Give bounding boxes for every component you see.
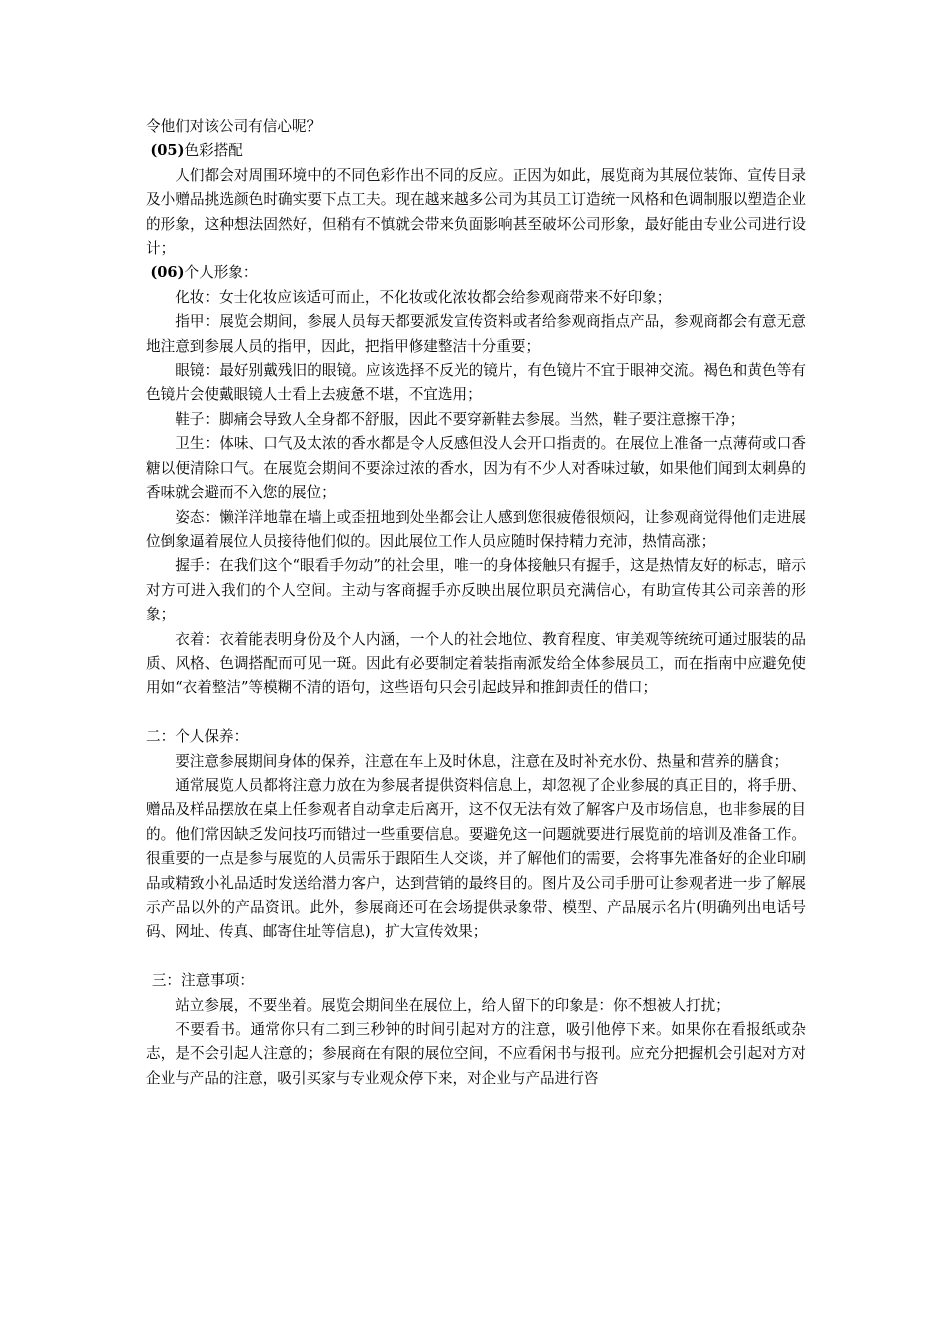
image-item-clothing: 衣着：衣着能表明身份及个人内涵，一个人的社会地位、教育程度、审美观等统统可通过服装的品质、风格、色调搭配而可见一斑。因此有必要制定着装指南派发给全体参展员工，而在指南中应避免使用如“衣着整洁”等模糊不清的语句，这些语句只会引起歧异和推卸责任的借口； <box>146 630 806 697</box>
image-item-hygiene: 卫生：体味、口气及太浓的香水都是令人反感但没人会开口指责的。在展位上准备一点薄荷或口香糖以便清除口气。在展览会期间不要涂过浓的香水，因为有不少人对香味过敏，如果他们闻到太刺鼻的香味就会避而不入您的展位； <box>146 435 806 502</box>
image-item-makeup: 化妆：女士化妆应该适可而止，不化妆或化浓妆都会给参观商带来不好印象； <box>175 288 672 306</box>
image-section-heading <box>146 261 806 285</box>
opening-line: 令他们对该公司有信心呢？ <box>146 118 322 135</box>
section-three-paragraph: 站立参展，不要坐着。展览会期间坐在展位上，给人留下的印象是：你不想被人打扰； <box>175 996 730 1014</box>
section-three-title: 三：注意事项： <box>151 972 254 990</box>
section-two-title: 二：个人保养： <box>146 728 249 746</box>
document-page <box>146 115 806 1091</box>
image-section-number: (06) <box>150 264 185 282</box>
section-three-paragraph: 不要看书。通常你只有二到三秒钟的时间引起对方的注意，吸引他停下来。如果你在看报纸或杂志，是不会引起人注意的；参展商在有限的展位空间，不应看闲书与报刊。应充分把握机会引起对方对企业与产品的注意，吸引买家与专业观众停下来，对企业与产品进行咨 <box>146 1021 806 1087</box>
image-section-title: 个人形象： <box>184 264 258 282</box>
image-item-glasses: 眼镜：最好别戴残旧的眼镜。应该选择不反光的镜片，有色镜片不宜于眼神交流。褐色和黄色等有色镜片会使戴眼镜人士看上去疲惫不堪，不宜选用； <box>146 362 806 404</box>
color-section-heading <box>146 139 806 163</box>
section-two-paragraph: 要注意参展期间身体的保养，注意在车上及时休息，注意在及时补充水份、热量和营养的膳食； <box>175 752 789 770</box>
image-item-posture: 姿态：懒洋洋地靠在墙上或歪扭地到处坐都会让人感到您很疲倦很烦闷，让参观商觉得他们走进展位倒象逼着展位人员接待他们似的。因此展位工作人员应随时保持精力充沛，热情高涨； <box>146 508 806 550</box>
image-item-shoes: 鞋子：脚痛会导致人全身都不舒服，因此不要穿新鞋去参展。当然，鞋子要注意擦干净； <box>175 410 745 428</box>
image-item-nails: 指甲：展览会期间，参展人员每天都要派发宣传资料或者给参观商指点产品，参观商都会有意无意地注意到参展人员的指甲，因此，把指甲修建整洁十分重要； <box>146 313 806 355</box>
color-section-number: (05) <box>150 142 185 160</box>
color-section-paragraph: 人们都会对周围环境中的不同色彩作出不同的反应。正因为如此，展览商为其展位装饰、宣传目录及小赠品挑选颜色时确实要下点工夫。现在越来越多公司为其员工订造统一风格和色调制服以塑造企业的形象，这种想法固然好，但稍有不慎就会带来负面影响甚至破坏公司形象，最好能由专业公司进行设计； <box>146 166 806 258</box>
color-section-title: 色彩搭配 <box>184 142 243 160</box>
section-two-paragraph: 通常展览人员都将注意力放在为参展者提供资料信息上，却忽视了企业参展的真正目的，将手册、赠品及样品摆放在桌上任参观者自动拿走后离开，这不仅无法有效了解客户及市场信息，也非参展的目的。他们常因缺乏发问技巧而错过一些重要信息。要避免这一问题就要进行展览前的培训及准备工作。很重要的一点是参与展览的人员需乐于跟陌生人交谈，并了解他们的需要，会将事先准备好的企业印刷品或精致小礼品适时发送给潜力客户，达到营销的最终目的。图片及公司手册可让参观者进一步了解展示产品以外的产品资讯。此外，参展商还可在会场提供录象带、模型、产品展示名片(明确列出电话号码、网址、传真、邮寄住址等信息)，扩大宣传效果； <box>146 776 806 941</box>
image-item-handshake: 握手：在我们这个“眼看手勿动”的社会里，唯一的身体接触只有握手，这是热情友好的标志，暗示对方可进入我们的个人空间。主动与客商握手亦反映出展位职员充满信心，有助宣传其公司亲善的形象； <box>146 557 806 624</box>
